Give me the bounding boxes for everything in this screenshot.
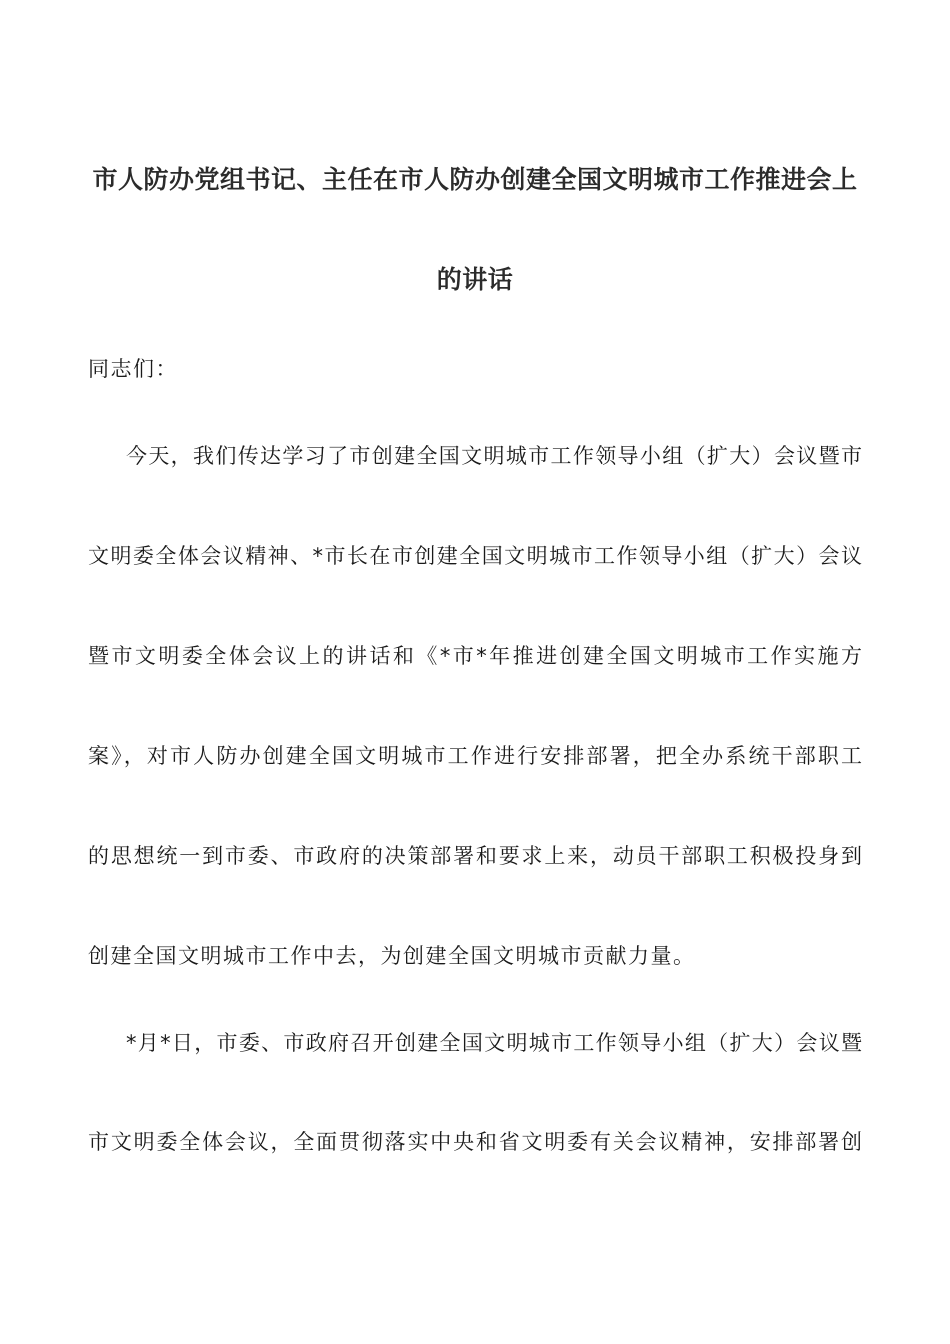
salutation: 同志们： — [88, 357, 178, 381]
paragraph-line: 今天，我们传达学习了市创建全国文明城市工作领导小组（扩大）会议暨市 — [126, 444, 862, 468]
paragraph-line: 的思想统一到市委、市政府的决策部署和要求上来，动员干部职工积极投身到 — [88, 844, 862, 868]
paragraph-line: 文明委全体会议精神、*市长在市创建全国文明城市工作领导小组（扩大）会议 — [88, 544, 862, 568]
paragraph-line: 案》，对市人防办创建全国文明城市工作进行安排部署，把全办系统干部职工 — [88, 744, 862, 768]
paragraph-line: 市文明委全体会议，全面贯彻落实中央和省文明委有关会议精神，安排部署创 — [88, 1130, 862, 1154]
document-title-line-2: 的讲话 — [436, 265, 514, 294]
paragraph-line: *月*日，市委、市政府召开创建全国文明城市工作领导小组（扩大）会议暨 — [126, 1031, 862, 1055]
paragraph-line: 暨市文明委全体会议上的讲话和《*市*年推进创建全国文明城市工作实施方 — [88, 644, 862, 668]
document-title-line-1: 市人防办党组书记、主任在市人防办创建全国文明城市工作推进会上 — [92, 165, 858, 194]
paragraph-line: 创建全国文明城市工作中去，为创建全国文明城市贡献力量。 — [88, 944, 696, 968]
